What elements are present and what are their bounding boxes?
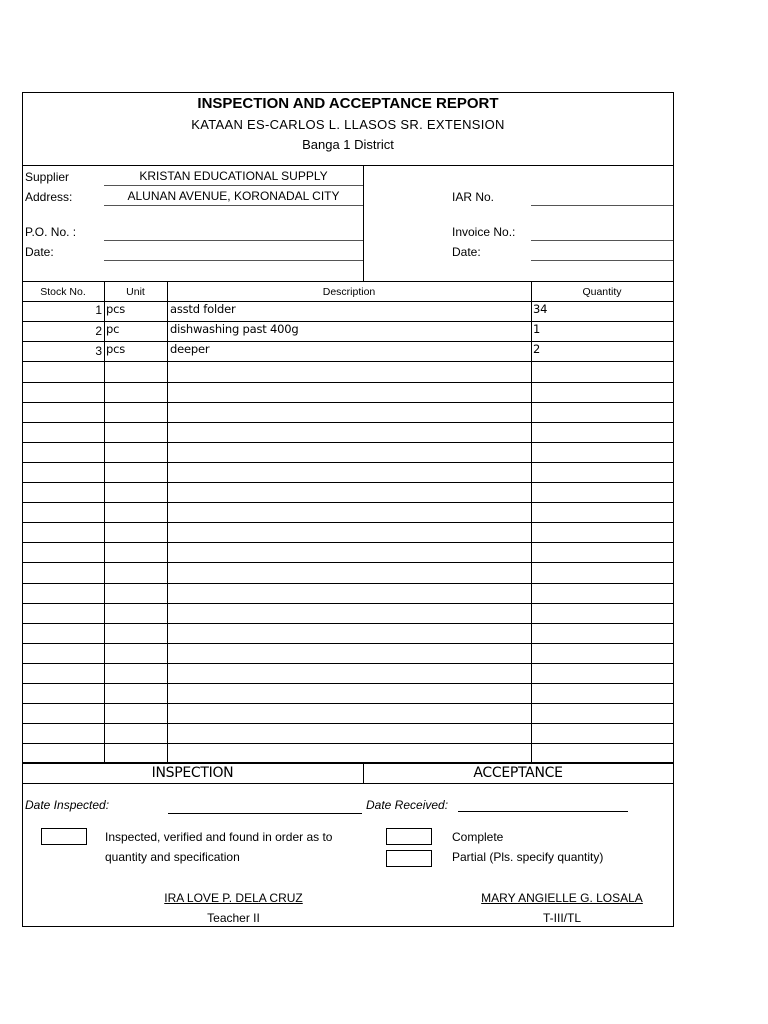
header-quantity: Quantity <box>582 286 622 298</box>
table-row-line <box>22 502 674 503</box>
inspected-text-line2: quantity and specification <box>105 850 240 864</box>
row-2-unit: pc <box>106 322 120 336</box>
invoice-label: Invoice No.: <box>452 225 516 239</box>
row-3-description: deeper <box>170 342 210 356</box>
signature-section-top <box>22 762 674 763</box>
inspector-title: Teacher II <box>207 911 260 925</box>
date-received-underline <box>458 811 628 812</box>
table-row-line <box>22 482 674 483</box>
date2-label: Date: <box>452 245 481 259</box>
address-value: ALUNAN AVENUE, KORONADAL CITY <box>127 189 340 203</box>
table-row-line <box>22 542 674 543</box>
row-2-stock: 2 <box>95 324 102 338</box>
table-row-line <box>22 603 674 604</box>
supplier-value: KRISTAN EDUCATIONAL SUPPLY <box>139 169 328 183</box>
partial-checkbox[interactable] <box>386 850 432 867</box>
iar-underline <box>531 205 673 206</box>
acceptance-heading: ACCEPTANCE <box>473 765 563 781</box>
date-label: Date: <box>25 245 54 259</box>
table-row-line <box>22 562 674 563</box>
school-name: KATAAN ES-CARLOS L. LLASOS SR. EXTENSION <box>191 117 505 132</box>
table-row-line <box>22 442 674 443</box>
table-row-line <box>22 643 674 644</box>
date-received-label: Date Received: <box>366 798 449 812</box>
row-1-description: asstd folder <box>170 302 236 316</box>
table-row-line <box>22 703 674 704</box>
row-3-quantity: 2 <box>533 342 541 356</box>
table-row-line <box>22 743 674 744</box>
date-inspected-underline <box>168 813 362 814</box>
header-description: Description <box>322 286 376 298</box>
row-3-stock: 3 <box>95 344 102 358</box>
table-row-line <box>22 583 674 584</box>
table-row-line <box>22 321 674 322</box>
row-2-quantity: 1 <box>533 322 541 336</box>
table-row-line <box>22 422 674 423</box>
row-2-description: dishwashing past 400g <box>170 322 299 336</box>
table-row-line <box>22 522 674 523</box>
table-row-line <box>22 623 674 624</box>
table-row-line <box>22 361 674 362</box>
row-1-stock: 1 <box>95 303 102 317</box>
supplier-underline <box>104 185 363 186</box>
row-3-unit: pcs <box>106 342 126 356</box>
inspected-text-line1: Inspected, verified and found in order as to <box>105 830 333 844</box>
inspected-checkbox[interactable] <box>41 828 87 845</box>
table-row-line <box>22 382 674 383</box>
table-row-line <box>22 281 674 282</box>
table-row-line <box>22 663 674 664</box>
table-column-line <box>531 281 532 763</box>
complete-checkbox[interactable] <box>386 828 432 845</box>
row-1-quantity: 34 <box>533 302 548 316</box>
form-title: INSPECTION AND ACCEPTANCE REPORT <box>197 95 499 112</box>
address-label: Address: <box>25 190 73 204</box>
signature-heading-divider <box>22 783 674 784</box>
row-1-unit: pcs <box>106 302 126 316</box>
table-row-line <box>22 723 674 724</box>
acceptor-name: MARY ANGIELLE G. LOSALA <box>481 891 643 905</box>
table-row-line <box>22 462 674 463</box>
po-underline <box>104 240 363 241</box>
table-row-line <box>22 683 674 684</box>
inspection-heading: INSPECTION <box>151 765 234 781</box>
header-unit: Unit <box>126 286 145 298</box>
date2-underline <box>531 260 673 261</box>
table-row-line <box>22 402 674 403</box>
date-underline <box>104 260 363 261</box>
table-row-line <box>22 763 674 764</box>
date-inspected-label: Date Inspected: <box>25 798 110 812</box>
header-divider <box>22 165 674 166</box>
table-column-line <box>167 281 168 763</box>
inspector-name: IRA LOVE P. DELA CRUZ <box>164 891 303 905</box>
address-underline <box>104 205 363 206</box>
partial-label: Partial (Pls. specify quantity) <box>452 850 604 864</box>
complete-label: Complete <box>452 830 504 844</box>
po-label: P.O. No. : <box>25 225 77 239</box>
invoice-underline <box>531 240 673 241</box>
table-column-line <box>104 281 105 763</box>
info-divider <box>363 165 364 281</box>
acceptor-title: T-III/TL <box>542 911 581 925</box>
iar-label: IAR No. <box>452 190 495 204</box>
header-stock-no: Stock No. <box>40 286 86 298</box>
supplier-label: Supplier <box>25 170 70 184</box>
district-name: Banga 1 District <box>302 137 394 152</box>
form-border <box>22 92 674 927</box>
